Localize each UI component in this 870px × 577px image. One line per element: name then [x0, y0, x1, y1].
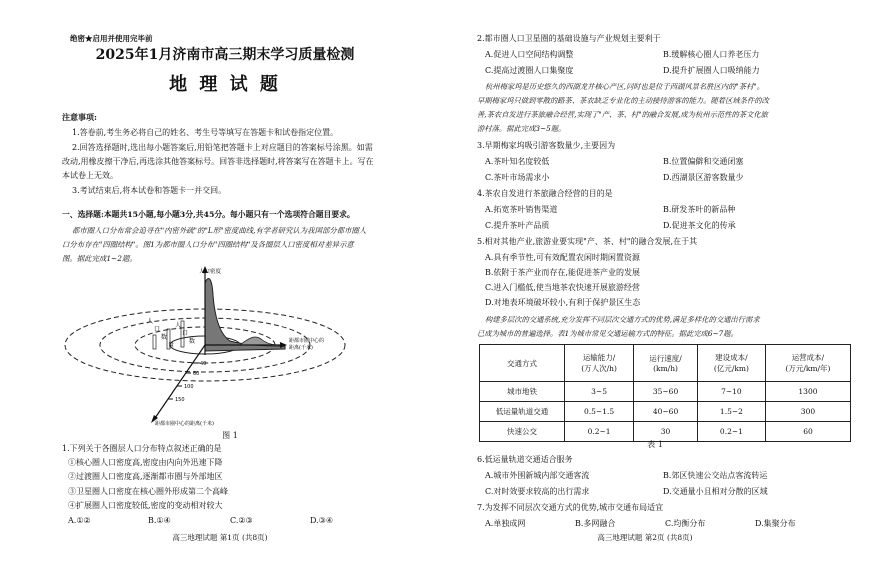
ring-label: 数	[161, 334, 168, 341]
table-cell: 低运量轨道交通	[480, 402, 565, 422]
x-axis-label: 距都市圈中心的	[289, 338, 325, 344]
table-cell: 3~5	[565, 382, 634, 402]
q4-option-a: A.拓宽茶叶销售渠道	[485, 205, 558, 214]
q3-option-c: C.茶叶市场需求小	[485, 173, 550, 182]
q6-option-b: B.郊区快速公交站点客流转运	[663, 471, 768, 480]
table-cell: 30	[634, 422, 698, 442]
notice-line: 3.考试结束后,将本试卷和答题卡一并交回。	[72, 186, 227, 195]
q3-option-d: D.西湖景区游客数量少	[663, 173, 744, 182]
table-header-cell: 运行速度/ (km/h)	[634, 345, 698, 382]
diagonal-axis-label: 距都市圈中心的距离(千米)	[155, 421, 214, 427]
table-header-cell: 运输能力/ (万人次/h)	[565, 345, 634, 382]
tick-label: 60	[193, 371, 200, 377]
q1-option-c: C.②③	[230, 516, 253, 525]
q4-option-d: D.促进茶文化的传承	[663, 221, 736, 230]
y-axis-label: 人口密度	[199, 269, 222, 275]
q5-stem: 5.相对其他产业,旅游业要实现"产、茶、村"的融合发展,在于其	[477, 237, 698, 246]
q1-item: ④扩展圈人口密度较低,密度的变动相对较大	[68, 501, 223, 510]
ring-label: 人	[147, 318, 154, 325]
table-caption: 表 1	[647, 440, 663, 449]
q3-option-b: B.位置偏僻和交通闭塞	[663, 157, 744, 166]
q2-stem: 2.都市圈人口卫星圈的基础设施与产业规划主要利于	[477, 34, 661, 43]
table-cell: 0.5~1.5	[565, 402, 634, 422]
table-header-cell: 运营成本/ (万元/km/年)	[765, 345, 850, 382]
q1-item: ③卫星圈人口密度在核心圈外形成第二个高峰	[68, 487, 228, 496]
table-row	[480, 402, 851, 422]
q7-option-c: C.均衡分布	[665, 519, 706, 528]
ring-label: 口	[182, 330, 189, 337]
q7-option-a: A.单独成网	[485, 519, 526, 528]
q4-option-c: C.提升茶叶产品质	[485, 221, 550, 230]
table-row	[480, 422, 851, 442]
table-cell: 300	[765, 402, 850, 422]
q4-option-b: B.研发茶叶的新品种	[663, 205, 736, 214]
table-row	[480, 382, 851, 402]
q1-stem: 1.下列关于各圈层人口分布特点叙述正确的是	[62, 444, 222, 453]
ring-label: 口	[154, 326, 161, 333]
table-intro-line: 构建多层次的交通系统,充分发挥不同层次交通方式的优势,满足多样化的交通出行需求	[485, 315, 760, 324]
table-cell: 城市地铁	[480, 382, 565, 402]
density-curve-fill	[205, 279, 285, 351]
notice-line: 本试卷上无效。	[62, 171, 118, 180]
q3-option-a: A.茶叶知名度较低	[485, 157, 550, 166]
passage-line: 早期梅家坞只做到零散的路茶、茶农缺乏专业化的主动接待游客的能力。随着区域条件的改	[477, 96, 769, 105]
q6-option-c: C.对时效要求较高的出行需求	[485, 487, 590, 496]
intro-line: 图。据此完成1~2题。	[62, 254, 137, 263]
x-axis-label-2: 距离(千米)	[289, 345, 313, 351]
ring-label: 数	[189, 338, 196, 345]
q5-option-d: D.对地表环境破坏较小,有利于保护景区生态	[485, 298, 641, 307]
table-cell: 35~60	[634, 382, 698, 402]
q6-option-d: D.交通量小且相对分散的区域	[663, 487, 768, 496]
table-intro-line: 已成为城市的普遍选择。表1为城市常见交通运输方式的特征。据此完成6~7题。	[477, 329, 738, 338]
transport-table	[479, 344, 851, 442]
table-cell: 40~60	[634, 402, 698, 422]
notice-line: 1.答卷前,考生务必将自己的姓名、考生号等填写在答题卡和试卷指定位置。	[72, 128, 339, 137]
table-header-row	[480, 345, 851, 382]
table-cell: 7~10	[697, 382, 765, 402]
q2-option-d: D.提升扩展圈人口吸纳能力	[663, 66, 760, 75]
notice-heading: 注意事项:	[62, 112, 97, 122]
q5-option-a: A.具有季节性,可有效配置农闲时期闲置资源	[485, 253, 640, 262]
intro-line: 都市圈人口分布常会追寻在"内密外疏"的"L形"密度曲线,有学者研究认为我国部分都市圈人	[72, 226, 367, 235]
q1-option-d: D.③④	[310, 516, 334, 525]
page-footer: 高三地理试题 第1页 (共8页)	[172, 533, 268, 542]
q2-option-c: C.提高过渡圈人口集聚度	[485, 66, 574, 75]
q5-option-b: B.依附于茶产业而存在,能促进茶产业的发展	[485, 268, 640, 277]
q5-option-c: C.进入门槛低,使当地茶农快速开展旅游经营	[485, 283, 640, 292]
q1-option-b: B.①④	[148, 516, 171, 525]
table-cell: 快速公交	[480, 422, 565, 442]
notice-line: 改动,用橡皮擦干净后,再选涂其他答案标号。回答非选择题时,将答案写在答题卡上。写在	[62, 157, 374, 166]
subject-title: 地 理 试 题	[169, 74, 281, 95]
table-cell: 1300	[765, 382, 850, 402]
table-cell: 0.2~1	[565, 422, 634, 442]
ring-label: 人	[175, 322, 182, 329]
passage-line: 善,茶农自发进行茶旅融合经营,实现了"产、茶、村"的融合发展,成为杭州示范性的茶文化旅	[477, 110, 768, 119]
figure-caption: 图 1	[222, 431, 238, 440]
ring-label: 量	[168, 342, 175, 349]
q1-item: ①核心圈人口密度高,密度由内向外迅速下降	[68, 458, 223, 467]
q7-stem: 7.为发挥不同层次交通方式的优势,城市交通布局适宜	[477, 503, 664, 512]
q2-option-b: B.缓解核心圈人口养老压力	[663, 50, 760, 59]
q7-option-d: D.集聚分布	[755, 519, 796, 528]
table-header-cell: 建设成本/ (亿元/km)	[697, 345, 765, 382]
section-title: 一、选择题:本题共15小题,每小题3分,共45分。每小题只有一个选项符合题目要求。	[62, 210, 355, 219]
table-cell: 0.2~1	[697, 422, 765, 442]
q4-stem: 4.茶农自发进行茶旅融合经营的目的是	[477, 189, 613, 198]
page-footer: 高三地理试题 第2页 (共8页)	[597, 533, 693, 542]
q6-stem: 6.低运量轨道交通适合服务	[477, 455, 573, 464]
figure-1-diagram	[55, 265, 375, 430]
passage-line: 杭州梅家坞是历史悠久的西湖龙井核心产区,同时也是位于西湖风景名胜区内的"茶村"。	[485, 82, 765, 91]
table-cell: 1.5~2	[697, 402, 765, 422]
q7-option-b: B.多网融合	[575, 519, 616, 528]
passage-line: 游村落。据此完成3~5题。	[477, 124, 566, 133]
x-axis-diagonal	[153, 345, 205, 421]
q1-item: ②过渡圈人口密度高,逐渐都市圈与外部地区	[68, 472, 223, 481]
q3-stem: 3.早期梅家坞吸引游客数量少,主要因为	[477, 141, 616, 150]
q2-option-a: A.促进人口空间结构调整	[485, 50, 574, 59]
exam-title: 2025年1月济南市高三期末学习质量检测	[95, 47, 355, 63]
tick-label: 40	[200, 361, 207, 367]
table-cell: 60	[765, 422, 850, 442]
q1-option-a: A.①②	[68, 516, 91, 525]
table-header-cell: 交通方式	[480, 345, 565, 382]
right-page	[435, 0, 870, 577]
notice-line: 2.回答选择题时,选出每小题答案后,用铅笔把答题卡上对应题目的答案标号涂黑。如需	[72, 143, 373, 152]
intro-line: 口分布存在"四圈结构"。图1为都市圈人口分布"四圈结构"及各圈层人口密度相对差异示意	[62, 240, 354, 249]
secret-label: 绝密★启用并使用完毕前	[70, 34, 153, 43]
tick-label: 100	[184, 384, 194, 390]
tick-label: 150	[175, 397, 185, 403]
q6-option-a: A.城市外围新城内部交通客流	[485, 471, 590, 480]
